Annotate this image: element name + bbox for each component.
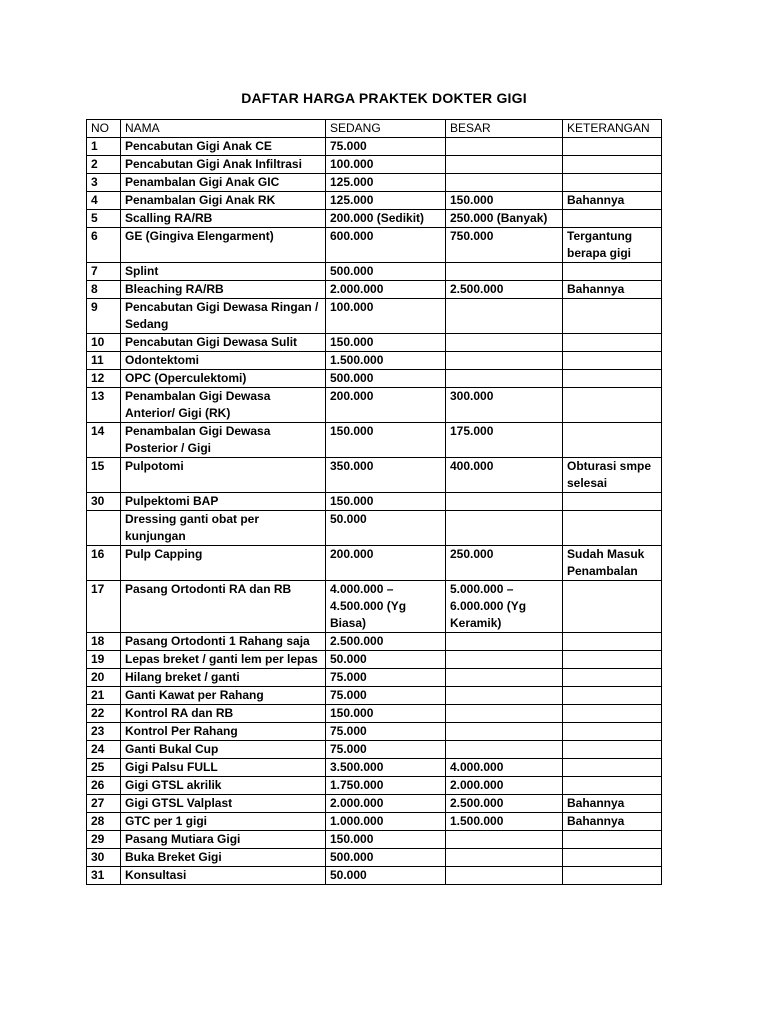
table-row xyxy=(87,759,662,777)
cell-no: 3 xyxy=(87,174,121,192)
cell-nama: Kontrol RA dan RB xyxy=(121,705,326,723)
cell-sedang: 350.000 xyxy=(326,458,446,493)
cell-no: 23 xyxy=(87,723,121,741)
cell-no: 1 xyxy=(87,138,121,156)
cell-nama: Penambalan Gigi Dewasa Posterior / Gigi xyxy=(121,423,326,458)
table-row xyxy=(87,263,662,281)
cell-keterangan xyxy=(563,138,662,156)
cell-sedang: 3.500.000 xyxy=(326,759,446,777)
cell-no: 8 xyxy=(87,281,121,299)
cell-besar xyxy=(446,156,563,174)
cell-besar xyxy=(446,849,563,867)
cell-besar xyxy=(446,633,563,651)
cell-no: 10 xyxy=(87,334,121,352)
cell-keterangan xyxy=(563,210,662,228)
cell-no: 4 xyxy=(87,192,121,210)
cell-besar xyxy=(446,493,563,511)
cell-sedang: 500.000 xyxy=(326,849,446,867)
cell-besar xyxy=(446,741,563,759)
cell-keterangan xyxy=(563,334,662,352)
table-row xyxy=(87,849,662,867)
cell-sedang: 100.000 xyxy=(326,299,446,334)
cell-nama: OPC (Operculektomi) xyxy=(121,370,326,388)
cell-keterangan xyxy=(563,263,662,281)
cell-besar: 400.000 xyxy=(446,458,563,493)
cell-nama: Hilang breket / ganti xyxy=(121,669,326,687)
cell-keterangan xyxy=(563,741,662,759)
cell-besar xyxy=(446,511,563,546)
cell-besar xyxy=(446,138,563,156)
cell-keterangan: Bahannya xyxy=(563,281,662,299)
cell-no: 31 xyxy=(87,867,121,885)
cell-besar: 750.000 xyxy=(446,228,563,263)
cell-no: 16 xyxy=(87,546,121,581)
header-keterangan: KETERANGAN xyxy=(563,120,662,138)
cell-nama: GE (Gingiva Elengarment) xyxy=(121,228,326,263)
cell-keterangan xyxy=(563,493,662,511)
cell-keterangan xyxy=(563,352,662,370)
cell-sedang: 75.000 xyxy=(326,723,446,741)
table-row xyxy=(87,493,662,511)
cell-nama: Gigi GTSL akrilik xyxy=(121,777,326,795)
table-row xyxy=(87,669,662,687)
cell-keterangan xyxy=(563,370,662,388)
cell-besar: 2.500.000 xyxy=(446,795,563,813)
table-row xyxy=(87,210,662,228)
cell-keterangan xyxy=(563,867,662,885)
table-row xyxy=(87,281,662,299)
cell-no: 22 xyxy=(87,705,121,723)
table-row xyxy=(87,813,662,831)
cell-no: 20 xyxy=(87,669,121,687)
cell-nama: Pasang Ortodonti 1 Rahang saja xyxy=(121,633,326,651)
cell-no xyxy=(87,511,121,546)
cell-nama: Penambalan Gigi Dewasa Anterior/ Gigi (RK) xyxy=(121,388,326,423)
cell-besar xyxy=(446,299,563,334)
cell-no: 18 xyxy=(87,633,121,651)
cell-nama: Pencabutan Gigi Dewasa Ringan / Sedang xyxy=(121,299,326,334)
cell-sedang: 50.000 xyxy=(326,651,446,669)
table-row xyxy=(87,651,662,669)
table-row xyxy=(87,388,662,423)
cell-no: 5 xyxy=(87,210,121,228)
cell-nama: Dressing ganti obat per kunjungan xyxy=(121,511,326,546)
cell-nama: Pasang Mutiara Gigi xyxy=(121,831,326,849)
cell-sedang: 75.000 xyxy=(326,687,446,705)
cell-keterangan xyxy=(563,633,662,651)
cell-no: 19 xyxy=(87,651,121,669)
cell-sedang: 2.000.000 xyxy=(326,795,446,813)
cell-sedang: 2.000.000 xyxy=(326,281,446,299)
cell-keterangan xyxy=(563,651,662,669)
table-row xyxy=(87,299,662,334)
cell-nama: Pencabutan Gigi Anak CE xyxy=(121,138,326,156)
cell-keterangan: Sudah Masuk Penambalan xyxy=(563,546,662,581)
cell-keterangan xyxy=(563,423,662,458)
table-row xyxy=(87,777,662,795)
cell-keterangan xyxy=(563,511,662,546)
table-row xyxy=(87,370,662,388)
cell-sedang: 200.000 xyxy=(326,388,446,423)
price-table xyxy=(86,119,662,885)
cell-no: 9 xyxy=(87,299,121,334)
cell-no: 26 xyxy=(87,777,121,795)
cell-besar xyxy=(446,263,563,281)
cell-no: 24 xyxy=(87,741,121,759)
cell-keterangan xyxy=(563,687,662,705)
cell-keterangan xyxy=(563,388,662,423)
cell-besar xyxy=(446,651,563,669)
table-row xyxy=(87,156,662,174)
cell-nama: Pasang Ortodonti RA dan RB xyxy=(121,581,326,633)
cell-besar xyxy=(446,831,563,849)
cell-besar: 250.000 xyxy=(446,546,563,581)
table-row xyxy=(87,741,662,759)
cell-sedang: 75.000 xyxy=(326,669,446,687)
cell-sedang: 1.750.000 xyxy=(326,777,446,795)
cell-besar: 175.000 xyxy=(446,423,563,458)
cell-besar: 1.500.000 xyxy=(446,813,563,831)
cell-besar: 250.000 (Banyak) xyxy=(446,210,563,228)
cell-no: 7 xyxy=(87,263,121,281)
cell-besar: 150.000 xyxy=(446,192,563,210)
cell-nama: Bleaching RA/RB xyxy=(121,281,326,299)
table-row xyxy=(87,174,662,192)
cell-nama: GTC per 1 gigi xyxy=(121,813,326,831)
cell-nama: Buka Breket Gigi xyxy=(121,849,326,867)
cell-keterangan: Bahannya xyxy=(563,813,662,831)
cell-no: 11 xyxy=(87,352,121,370)
table-row xyxy=(87,228,662,263)
cell-nama: Odontektomi xyxy=(121,352,326,370)
cell-no: 27 xyxy=(87,795,121,813)
cell-keterangan xyxy=(563,299,662,334)
cell-keterangan xyxy=(563,156,662,174)
cell-sedang: 75.000 xyxy=(326,138,446,156)
cell-besar xyxy=(446,334,563,352)
table-row xyxy=(87,352,662,370)
cell-sedang: 75.000 xyxy=(326,741,446,759)
cell-keterangan xyxy=(563,849,662,867)
cell-besar: 300.000 xyxy=(446,388,563,423)
cell-nama: Ganti Kawat per Rahang xyxy=(121,687,326,705)
cell-besar xyxy=(446,867,563,885)
cell-sedang: 200.000 xyxy=(326,546,446,581)
table-body xyxy=(87,138,662,885)
table-row xyxy=(87,138,662,156)
cell-keterangan xyxy=(563,759,662,777)
cell-no: 6 xyxy=(87,228,121,263)
cell-nama: Pencabutan Gigi Anak Infiltrasi xyxy=(121,156,326,174)
header-no: NO xyxy=(87,120,121,138)
cell-sedang: 150.000 xyxy=(326,423,446,458)
table-row xyxy=(87,831,662,849)
table-row xyxy=(87,511,662,546)
header-sedang: SEDANG xyxy=(326,120,446,138)
cell-no: 28 xyxy=(87,813,121,831)
header-besar: BESAR xyxy=(446,120,563,138)
cell-no: 2 xyxy=(87,156,121,174)
cell-keterangan xyxy=(563,777,662,795)
cell-sedang: 2.500.000 xyxy=(326,633,446,651)
cell-besar xyxy=(446,723,563,741)
cell-besar xyxy=(446,352,563,370)
cell-keterangan xyxy=(563,174,662,192)
cell-keterangan: Bahannya xyxy=(563,192,662,210)
cell-nama: Pulp Capping xyxy=(121,546,326,581)
table-header-row xyxy=(87,120,662,138)
cell-keterangan xyxy=(563,723,662,741)
table-row xyxy=(87,867,662,885)
cell-sedang: 600.000 xyxy=(326,228,446,263)
table-row xyxy=(87,334,662,352)
cell-nama: Lepas breket / ganti lem per lepas xyxy=(121,651,326,669)
cell-sedang: 125.000 xyxy=(326,192,446,210)
cell-sedang: 4.000.000 – 4.500.000 (Yg Biasa) xyxy=(326,581,446,633)
cell-sedang: 500.000 xyxy=(326,263,446,281)
cell-nama: Ganti Bukal Cup xyxy=(121,741,326,759)
table-row xyxy=(87,687,662,705)
cell-no: 29 xyxy=(87,831,121,849)
cell-besar xyxy=(446,687,563,705)
page-title: DAFTAR HARGA PRAKTEK DOKTER GIGI xyxy=(241,90,527,106)
cell-besar xyxy=(446,705,563,723)
cell-nama: Penambalan Gigi Anak GIC xyxy=(121,174,326,192)
cell-no: 17 xyxy=(87,581,121,633)
header-nama: NAMA xyxy=(121,120,326,138)
cell-sedang: 150.000 xyxy=(326,831,446,849)
cell-nama: Penambalan Gigi Anak RK xyxy=(121,192,326,210)
cell-sedang: 1.000.000 xyxy=(326,813,446,831)
cell-keterangan: Obturasi smpe selesai xyxy=(563,458,662,493)
cell-besar: 2.500.000 xyxy=(446,281,563,299)
cell-besar xyxy=(446,174,563,192)
cell-sedang: 150.000 xyxy=(326,705,446,723)
cell-sedang: 100.000 xyxy=(326,156,446,174)
cell-keterangan xyxy=(563,669,662,687)
table-row xyxy=(87,581,662,633)
cell-nama: Pulpektomi BAP xyxy=(121,493,326,511)
cell-keterangan xyxy=(563,581,662,633)
cell-nama: Gigi Palsu FULL xyxy=(121,759,326,777)
cell-nama: Gigi GTSL Valplast xyxy=(121,795,326,813)
cell-sedang: 150.000 xyxy=(326,334,446,352)
table-row xyxy=(87,795,662,813)
cell-besar: 2.000.000 xyxy=(446,777,563,795)
cell-nama: Splint xyxy=(121,263,326,281)
table-row xyxy=(87,705,662,723)
cell-keterangan: Tergantung berapa gigi xyxy=(563,228,662,263)
cell-no: 30 xyxy=(87,849,121,867)
cell-sedang: 1.500.000 xyxy=(326,352,446,370)
table-row xyxy=(87,423,662,458)
cell-no: 12 xyxy=(87,370,121,388)
cell-no: 14 xyxy=(87,423,121,458)
cell-no: 30 xyxy=(87,493,121,511)
cell-besar: 5.000.000 – 6.000.000 (Yg Keramik) xyxy=(446,581,563,633)
cell-nama: Kontrol Per Rahang xyxy=(121,723,326,741)
cell-sedang: 150.000 xyxy=(326,493,446,511)
cell-keterangan xyxy=(563,831,662,849)
cell-sedang: 200.000 (Sedikit) xyxy=(326,210,446,228)
cell-keterangan xyxy=(563,705,662,723)
cell-sedang: 50.000 xyxy=(326,867,446,885)
cell-nama: Pulpotomi xyxy=(121,458,326,493)
cell-sedang: 50.000 xyxy=(326,511,446,546)
table-row xyxy=(87,192,662,210)
cell-no: 21 xyxy=(87,687,121,705)
cell-keterangan: Bahannya xyxy=(563,795,662,813)
cell-besar xyxy=(446,370,563,388)
cell-nama: Scalling RA/RB xyxy=(121,210,326,228)
cell-sedang: 125.000 xyxy=(326,174,446,192)
cell-nama: Konsultasi xyxy=(121,867,326,885)
cell-no: 15 xyxy=(87,458,121,493)
table-row xyxy=(87,723,662,741)
table-row xyxy=(87,458,662,493)
cell-no: 25 xyxy=(87,759,121,777)
cell-besar: 4.000.000 xyxy=(446,759,563,777)
cell-sedang: 500.000 xyxy=(326,370,446,388)
cell-besar xyxy=(446,669,563,687)
cell-no: 13 xyxy=(87,388,121,423)
cell-nama: Pencabutan Gigi Dewasa Sulit xyxy=(121,334,326,352)
table-row xyxy=(87,633,662,651)
table-row xyxy=(87,546,662,581)
